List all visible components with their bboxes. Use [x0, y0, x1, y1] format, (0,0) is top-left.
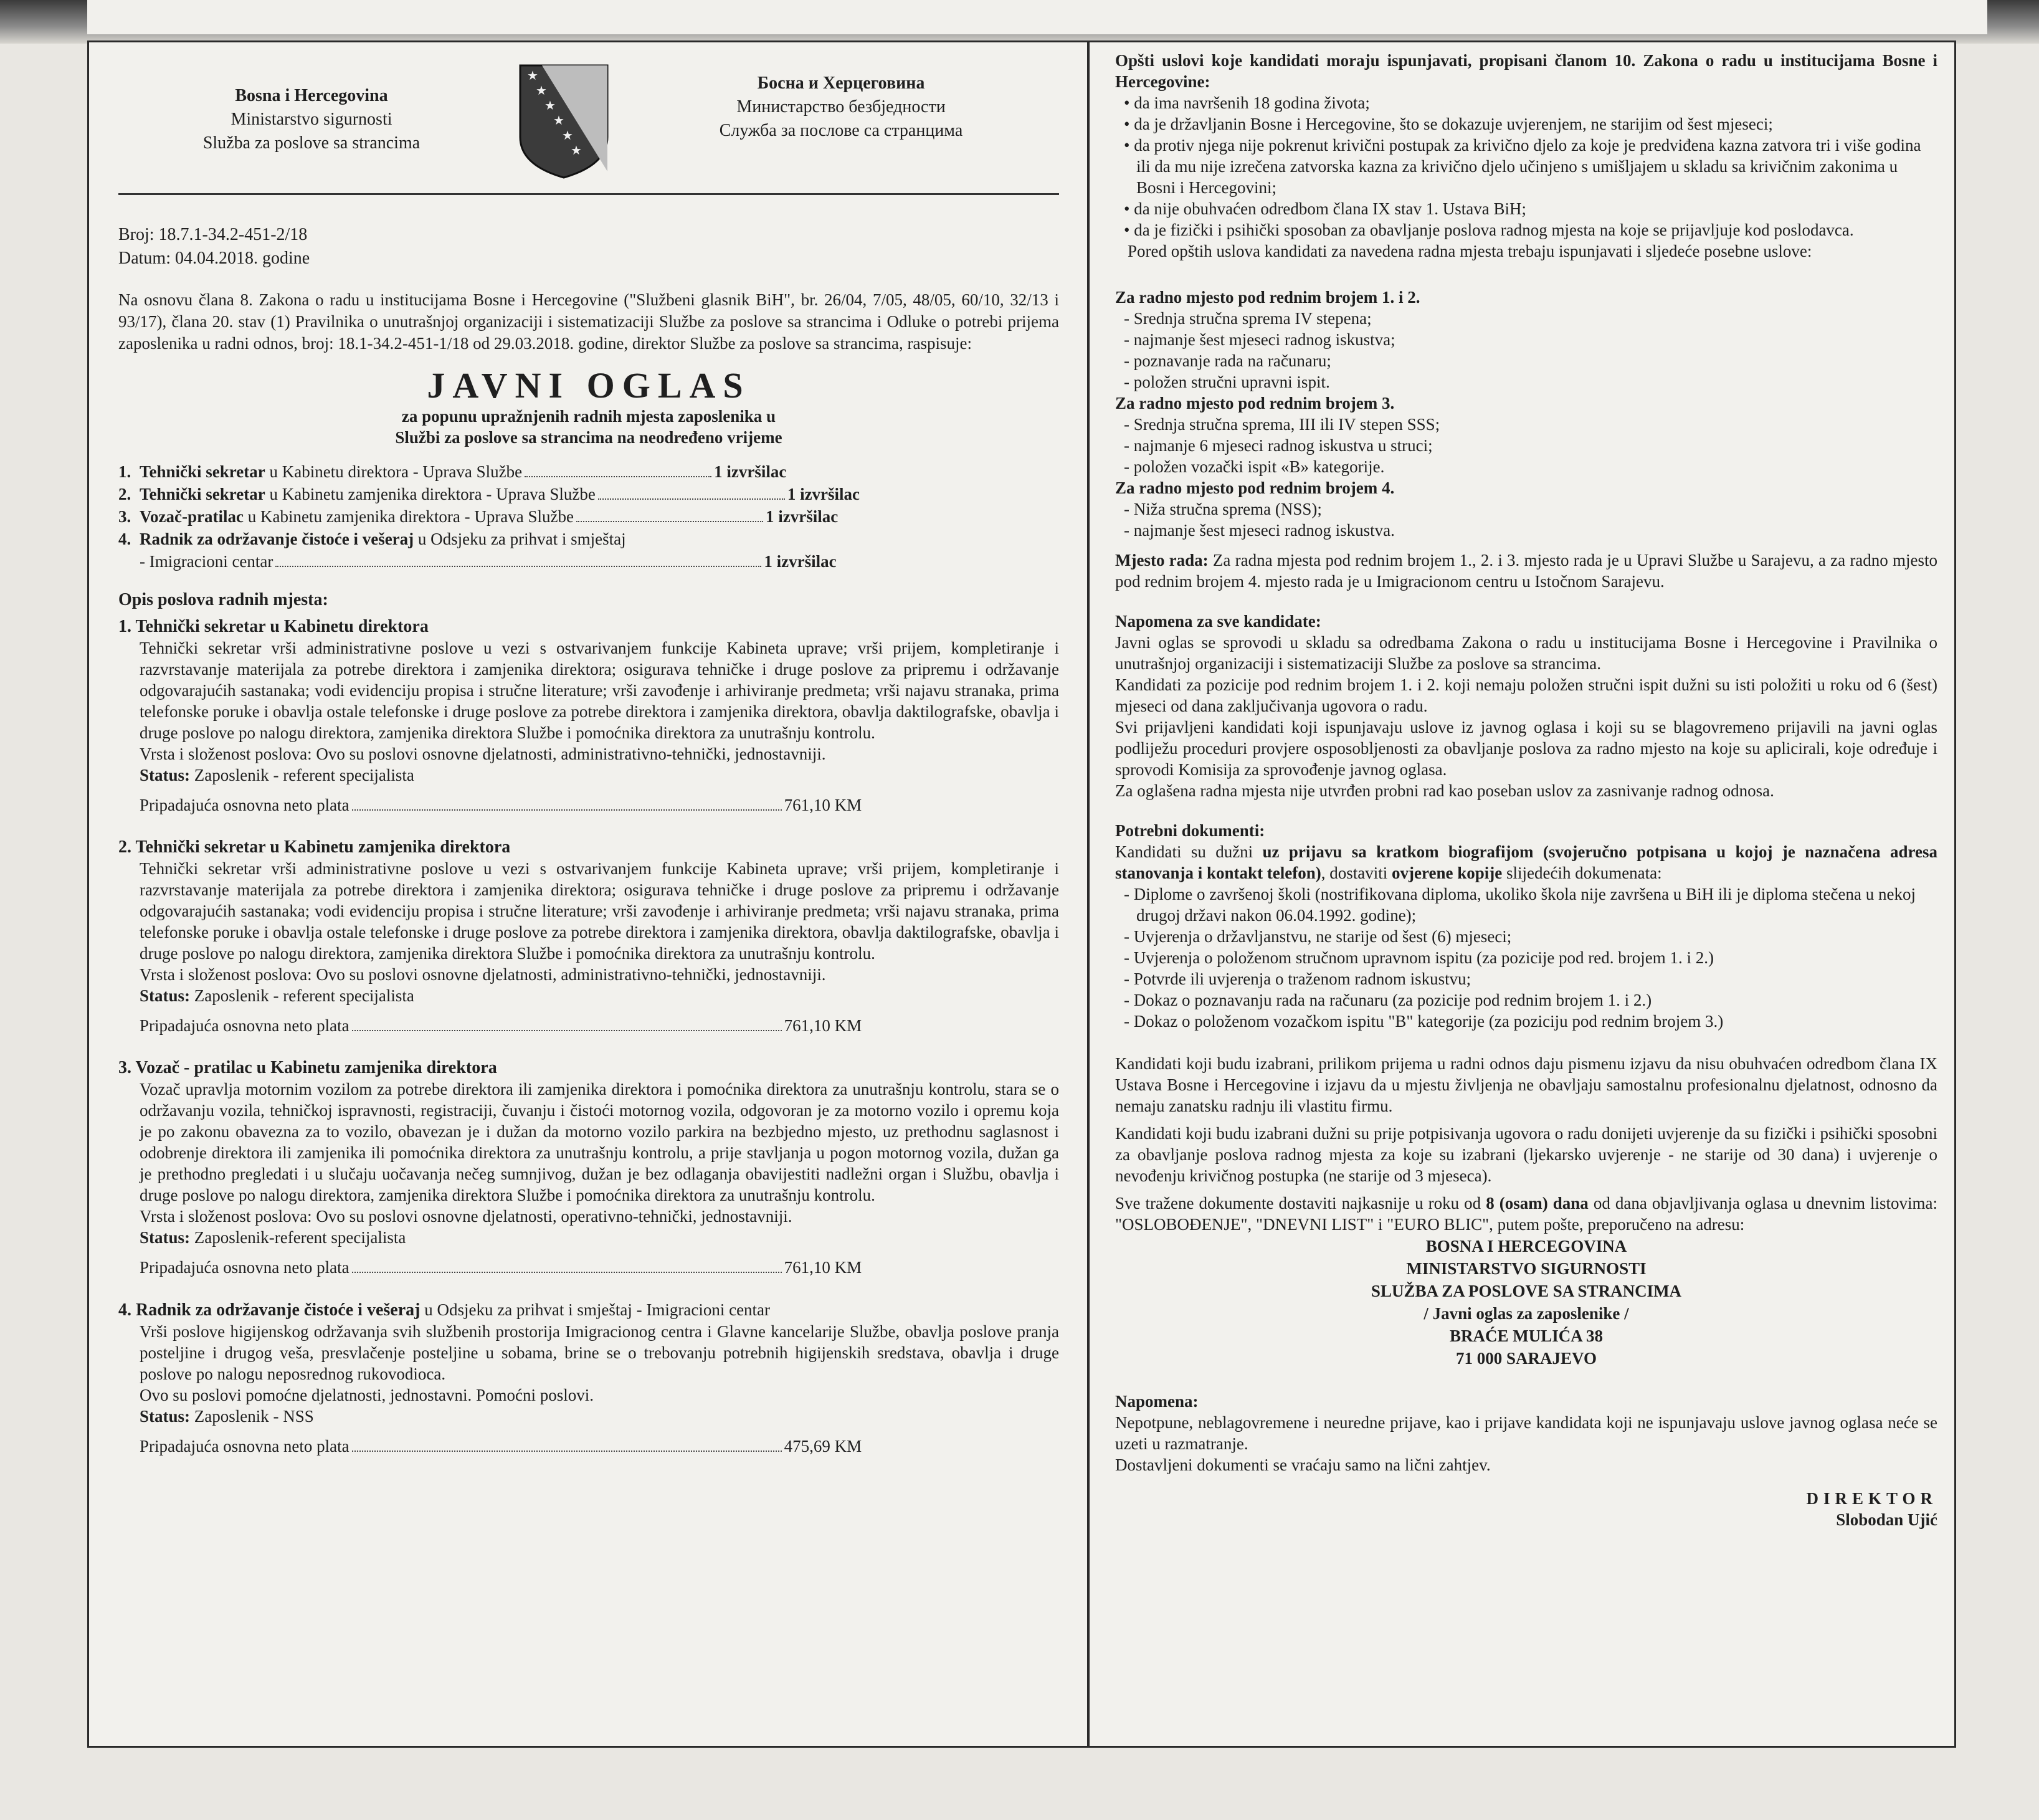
left-column [118, 59, 1059, 1457]
spacer [118, 1036, 1059, 1052]
medical-paragraph: Kandidati koji budu izabrani dužni su prije potpisivanja ugovora o radu donijeti uvjerenje da su fizički i psihički sposobni za obavljanje poslova radnog mjesta za koje su izabrani (ljekarsko uvjerenje - ne starije od 30 dana) i uvjerenje o nevođenju krivičnog postupka (ne starije od 3 mjeseca). [1115, 1124, 1937, 1185]
job-status [140, 1406, 1059, 1427]
list-item: - položen vozački ispit «B» kategorije. [1115, 456, 1937, 477]
position-text [140, 505, 574, 528]
position-unit: u Kabinetu zamjenika direktora - Uprava Službe [243, 507, 574, 526]
list-item: - Dokaz o položenom vozačkom ispitu "B" kategorije (za poziciju pod rednim brojem 3.) [1115, 1011, 1937, 1032]
document-meta [118, 223, 1059, 270]
spacer [118, 816, 1059, 832]
svg-text:★: ★ [536, 83, 547, 98]
position-number: 4. [118, 530, 131, 548]
country-latin: Bosna i Hercegovina [235, 86, 388, 105]
docs-text: Kandidati su dužni [1115, 842, 1253, 861]
position-quantity: 1 izvršilac [714, 462, 787, 481]
letterhead [118, 59, 1059, 206]
position-name: Radnik za održavanje čistoće i vešeraj [140, 530, 414, 548]
position-quantity: 1 izvršilac [766, 507, 839, 526]
deadline-text: Sve tražene dokumente dostaviti najkasnije u roku od [1115, 1194, 1486, 1213]
leader-dots [352, 809, 782, 811]
job-description [118, 616, 1059, 816]
general-conditions-after: Pored opštih uslova kandidati za navedena radna mjesta trebaju ispunjavati i sljedeće posebne uslove: [1128, 242, 1812, 260]
svg-text:★: ★ [562, 128, 573, 143]
announcement-subtitle [118, 406, 1059, 448]
position-name: Tehnički sekretar [140, 485, 265, 503]
signature-role: DIREKTOR [1806, 1489, 1937, 1508]
special-conditions-heading: Za radno mjesto pod rednim brojem 1. i 2. [1115, 288, 1420, 307]
svg-text:★: ★ [571, 143, 582, 158]
salary-value: 761,10 KM [784, 796, 862, 814]
work-location-text: Za radna mjesta pod rednim brojem 1., 2. i 3. mjesto rada je u Upravi Službe u Sarajevu, a za radno mjesto pod rednim brojem 4. mjesto rada je u Imigracionom centru u Istočnom Sarajevu. [1115, 551, 1938, 591]
right-column [1115, 50, 1937, 1530]
special-conditions-list [1115, 498, 1937, 541]
job-description [118, 837, 1059, 1036]
leader-dots [352, 1030, 782, 1031]
leader-dots [352, 1451, 782, 1452]
job-title: 1. Tehnički sekretar u Kabinetu direktora [118, 617, 429, 636]
list-item: • da nije obuhvaćen odredbom člana IX stav 1. Ustava BiH; [1115, 198, 1937, 219]
list-item: - najmanje šest mjeseci radnog iskustva; [1115, 329, 1937, 350]
job-duties: Tehnički sekretar vrši administrativne poslove u vezi s ostvarivanjem funkcije Kabineta uprave; vrši prijem, kompletiranje i razvrstavanje materijala za potrebe direktora i zamjenika direktora; osigurava tehničke i druge poslove za pripremu i održavanje odgovarajućih sastanaka; vodi evidenciju propisa i stručne literature; vrši zavođenje i arhiviranje predmeta; vrši najavu stranaka, prima telefonske poruke i obavlja ostale telefonske i druge poslove za potrebe direktora i zamjenika direktora, obavlja daktilografske, obavlja i druge poslove po nalogu direktora, zamjenika direktora Službe i pomoćnika direktora za unutrašnju kontrolu. [140, 859, 1059, 963]
job-duties: Vrši poslove higijenskog održavanja svih službenih prostorija Imigracionog centra i Glavne kancelarije Službe, obavlja poslove pranja posteljine i drugog veša, presvlačenje posteljine u sobama, brine se o trebovanju potrebnih higijenskih sredstava, obavlja i druge poslove po nalogu neposrednog rukovodioca. [140, 1322, 1059, 1383]
salary-value: 761,10 KM [784, 1258, 862, 1277]
list-item: • da protiv njega nije pokrenut krivični postupak za krivično djelo za koje je predviđena kazna zatvora tri i više godina ili da mu nije izrečena zatvorska kazna za krivično djelo učinjeno s umišljajem u skladu sa krivičnim zakonima u Bosni i Hercegovini; [1115, 135, 1937, 198]
status-label: Status: [140, 986, 191, 1005]
job-descriptions-heading: Opis poslova radnih mjesta: [118, 590, 328, 609]
status-value: Zaposlenik-referent specijalista [190, 1228, 406, 1247]
country-cyrillic: Босна и Херцеговина [757, 74, 925, 93]
intro-paragraph: Na osnovu člana 8. Zakona o radu u institucijama Bosne i Hercegovine ("Službeni glasnik BiH", br. 26/04, 7/05, 48/05, 60/10, 32/13 i 93/17), člana 20. stav (1) Pravilnika o unutrašnjoj organizaciji i sistematizaciji Službe za poslove sa strancima i Odluke o potrebi prijema zaposlenika u radni odnos, broj: 18.1-34.2-451-1/18 od 29.03.2018. godine, direktor Službe za poslove sa strancima, raspisuje: [118, 290, 1059, 353]
position-item-continued [118, 550, 1059, 573]
coat-of-arms-icon [517, 62, 611, 181]
address-line: BOSNA I HERCEGOVINA [1425, 1237, 1627, 1255]
job-salary [118, 1015, 1059, 1036]
document-date: Datum: 04.04.2018. godine [118, 249, 310, 268]
job-description [118, 1057, 1059, 1278]
note-text: Dostavljeni dokumenti se vraćaju samo na lični zahtjev. [1115, 1456, 1491, 1474]
position-item [118, 483, 1059, 505]
header-rule [118, 193, 1059, 195]
position-text [140, 483, 596, 505]
candidate-notes-heading: Napomena za sve kandidate: [1115, 612, 1321, 631]
position-number: 1. [118, 462, 131, 481]
address-line: SLUŽBA ZA POSLOVE SA STRANCIMA [1371, 1282, 1682, 1300]
status-value: Zaposlenik - NSS [190, 1407, 314, 1426]
job-complexity: Vrsta i složenost poslova: Ovo su poslovi osnovne djelatnosti, administrativno-tehnički, jednostavniji. [140, 745, 826, 763]
docs-text-bold: ovjerene kopije [1387, 864, 1503, 882]
position-item [118, 505, 1059, 528]
leader-dots [525, 476, 711, 477]
position-number: 2. [118, 485, 131, 503]
list-item: - poznavanje rada na računaru; [1115, 350, 1937, 371]
announcement-title: JAVNI OGLAS [427, 365, 751, 406]
signature-name: Slobodan Ujić [1836, 1510, 1937, 1529]
list-item: - položen stručni upravni ispit. [1115, 371, 1937, 393]
list-item: - Srednja stručna sprema, III ili IV stepen SSS; [1115, 414, 1937, 435]
positions-list [118, 460, 1059, 573]
svg-text:★: ★ [527, 68, 538, 83]
job-body [118, 637, 1059, 786]
job-title-row [118, 1299, 1059, 1321]
required-documents-intro [1115, 841, 1937, 884]
work-location-label: Mjesto rada: [1115, 551, 1209, 569]
required-documents-list [1115, 884, 1937, 1032]
address-line: / Javni oglas za zaposlenike / [1423, 1304, 1629, 1323]
job-salary [118, 794, 1059, 816]
position-text [140, 460, 522, 483]
special-conditions-heading: Za radno mjesto pod rednim brojem 4. [1115, 479, 1395, 497]
position-quantity: 1 izvršilac [764, 552, 837, 571]
job-title: 4. Radnik za održavanje čistoće i vešeraj [118, 1300, 421, 1320]
position-item [118, 460, 1059, 483]
salary-label: Pripadajuća osnovna neto plata [140, 1016, 349, 1035]
status-label: Status: [140, 1228, 191, 1247]
subtitle-line: Službi za poslove sa strancima na neodređeno vrijeme [395, 428, 782, 447]
job-title: 2. Tehnički sekretar u Kabinetu zamjenika direktora [118, 837, 511, 857]
salary-label: Pripadajuća osnovna neto plata [140, 1437, 349, 1456]
position-quantity: 1 izvršilac [787, 485, 860, 503]
address-line: 71 000 SARAJEVO [1456, 1349, 1597, 1368]
leader-dots [352, 1272, 782, 1273]
job-complexity: Ovo su poslovi pomoćne djelatnosti, jednostavni. Pomoćni poslovi. [140, 1386, 594, 1404]
position-unit: u Kabinetu direktora - Uprava Službe [265, 462, 523, 481]
list-item: • da je fizički i psihički sposoban za obavljanje poslova radnog mjesta na koje se prijavljuje kod poslodavca. [1115, 219, 1937, 241]
service-latin: Služba za poslove sa strancima [202, 133, 421, 153]
position-unit: u Odsjeku za prihvat i smještaj [414, 530, 626, 548]
list-item: - Niža stručna sprema (NSS); [1115, 498, 1937, 520]
letterhead-latin [168, 84, 455, 155]
job-status [140, 985, 1059, 1006]
list-item: - Uvjerenja o položenom stručnom upravnom ispitu (za pozicije pod red. brojem 1. i 2.) [1115, 947, 1937, 968]
address-line: BRAĆE MULIĆA 38 [1449, 1327, 1604, 1345]
candidate-note: Javni oglas se sprovodi u skladu sa odredbama Zakona o radu u institucijama Bosne i Hercegovine i Pravilnika o unutrašnjoj organizaciji i sistematizaciji Službe za poslove sa strancima. [1115, 633, 1937, 673]
general-conditions-list [1115, 92, 1937, 241]
status-value: Zaposlenik - referent specijalista [190, 986, 414, 1005]
reference-number: Broj: 18.7.1-34.2-451-2/18 [118, 225, 308, 244]
job-status [140, 1227, 1059, 1248]
candidate-note: Svi prijavljeni kandidati koji ispunjavaju uslove iz javnog oglasa i koji su se blagovremeno prijavili na javni oglas podliježu proceduri provjere osposobljenosti za obavljanje poslova za radno mjesto na koje su aplicirali, koje određuje i sprovodi Komisija za sprovođenje javnog oglasa. [1115, 718, 1937, 779]
list-item: - Srednja stručna sprema IV stepena; [1115, 308, 1937, 329]
job-title: 3. Vozač - pratilac u Kabinetu zamjenika direktora [118, 1058, 497, 1077]
service-cyrillic: Служба за послове са странцима [719, 121, 963, 140]
note-text: Nepotpune, neblagovremene i neuredne prijave, kao i prijave kandidata koji ne ispunjavaju uslove javnog oglasa neće se uzeti u razmatranje. [1115, 1413, 1937, 1453]
candidate-note: Kandidati za pozicije pod rednim brojem 1. i 2. koji nemaju položen stručni ispit dužni su isti položiti u roku od 6 (šest) mjeseci od dana zaključivanja ugovora o radu. [1115, 675, 1937, 715]
deadline-days: 8 (osam) dana [1486, 1194, 1589, 1213]
docs-text: , dostaviti [1321, 864, 1388, 882]
list-item: - Potvrde ili uvjerenja o traženom radnom iskustvu; [1115, 968, 1937, 989]
list-item: - Diplome o završenoj školi (nostrifikovana diploma, ukoliko škola nije završena u BiH ili je diploma stečena u nekoj drugoj državi nakon 06.04.1992. godine); [1115, 884, 1937, 926]
ministry-cyrillic: Министарство безбједности [736, 97, 946, 117]
list-item: • da ima navršenih 18 godina života; [1115, 92, 1937, 113]
svg-text:★: ★ [553, 113, 564, 128]
work-location [1115, 550, 1937, 592]
position-name: Tehnički sekretar [140, 462, 265, 481]
job-salary [118, 1257, 1059, 1278]
required-documents-heading: Potrebni dokumenti: [1115, 821, 1265, 840]
status-label: Status: [140, 766, 191, 784]
position-text [140, 528, 626, 550]
list-item: - Uvjerenja o državljanstvu, ne starije od šest (6) mjeseci; [1115, 926, 1937, 947]
job-salary [118, 1436, 1059, 1457]
position-unit: u Kabinetu zamjenika direktora - Uprava Službe [265, 485, 596, 503]
job-status [140, 765, 1059, 786]
signature-block [1115, 1488, 1937, 1530]
job-body [118, 858, 1059, 1006]
status-label: Status: [140, 1407, 191, 1426]
ministry-latin: Ministarstvo sigurnosti [231, 110, 392, 129]
job-body [118, 1079, 1059, 1248]
mailing-address [1115, 1235, 1937, 1370]
salary-value: 761,10 KM [784, 1016, 862, 1035]
leader-dots [576, 521, 763, 522]
leader-dots [598, 498, 785, 500]
position-item [118, 528, 1059, 550]
deadline-paragraph [1115, 1193, 1937, 1235]
letterhead-cyrillic [660, 72, 1022, 143]
docs-text: slijedećih dokumenata: [1502, 864, 1662, 882]
general-conditions-heading: Opšti uslovi koje kandidati moraju ispunjavati, propisani članom 10. Zakona o radu u institucijama Bosne i Hercegovine: [1115, 51, 1937, 91]
job-body [118, 1321, 1059, 1427]
leader-dots [275, 566, 761, 567]
position-unit-continued: - Imigracioni centar [140, 552, 273, 571]
job-title-unit: u Odsjeku za prihvat i smještaj - Imigracioni centar [420, 1300, 771, 1319]
column-divider [1087, 40, 1090, 1748]
job-complexity: Vrsta i složenost poslova: Ovo su poslovi osnovne djelatnosti, operativno-tehnički, jednostavniji. [140, 1207, 792, 1226]
spacer [118, 1278, 1059, 1294]
salary-label: Pripadajuća osnovna neto plata [140, 1258, 349, 1277]
list-item: - najmanje 6 mjeseci radnog iskustva u struci; [1115, 435, 1937, 456]
address-line: MINISTARSTVO SIGURNOSTI [1406, 1259, 1647, 1278]
position-name: Vozač-pratilac [140, 507, 244, 526]
job-complexity: Vrsta i složenost poslova: Ovo su poslovi osnovne djelatnosti, administrativno-tehnički, jednostavniji. [140, 965, 826, 984]
status-value: Zaposlenik - referent specijalista [190, 766, 414, 784]
subtitle-line: za popunu upražnjenih radnih mjesta zaposlenika u [401, 407, 776, 426]
special-conditions-heading: Za radno mjesto pod rednim brojem 3. [1115, 394, 1395, 412]
previous-page-edge [87, 0, 1987, 34]
docs-text-bold: uz prijavu sa kratkom biografijom (svojeručno potpisana u kojoj je naznačena adresa stanovanja i kontakt telefon) [1115, 842, 1937, 882]
salary-value: 475,69 KM [784, 1437, 862, 1456]
deadline-text: od dana objavljivanja oglasa u dnevnim listovima: "OSLOBOĐENJE", "DNEVNI LIST" i "EURO BLIC", putem pošte, preporučeno na adresu: [1115, 1194, 1938, 1234]
list-item: - najmanje šest mjeseci radnog iskustva. [1115, 520, 1937, 541]
candidate-note: Za oglašena radna mjesta nije utvrđen probni rad kao poseban uslov za zasnivanje radnog odnosa. [1115, 781, 1774, 800]
job-duties: Tehnički sekretar vrši administrativne poslove u vezi s ostvarivanjem funkcije Kabineta uprave; vrši prijem, kompletiranje i razvrstavanje materijala za potrebe direktora i zamjenika direktora; osigurava tehničke i druge poslove za pripremu i održavanje odgovarajućih sastanaka; vodi evidenciju propisa i stručne literature; vrši zavođenje i arhiviranje predmeta; vrši najavu stranaka, prima telefonske poruke i obavlja ostale telefonske i druge poslove za potrebe direktora i zamjenika direktora, obavlja daktilografske, obavlja i druge poslove po nalogu direktora, zamjenika direktora Službe i pomoćnika direktora za unutrašnju kontrolu. [140, 639, 1059, 742]
job-duties: Vozač upravlja motornim vozilom za potrebe direktora ili zamjenika direktora i pomoćnika direktora za unutrašnju kontrolu, stara se o održavanju vozila, tehničkoj ispravnosti, registraciji, čuvanju i čistoći motornog vozila, odgovoran je za motorno vozilo i opremu koja je po zakonu obavezna za to vozilo, obavezan je i dužan da motorno vozilo parkira na bezbjedno mjesto, uz prethodnu saglasnost i odobrenje direktora ili zamjenika ili pomoćnika direktora za unutrašnju kontrolu, a prije stavljanja u pogon motornog vozila, dužan ga je prethodno pregledati i u slučaju uočavanja nečeg sumnjivog, dužan je bez odlaganja obavijestiti nadležni organ i Službu, obavlja i druge poslove po nalogu direktora, zamjenika direktora Službe i pomoćnika direktora za unutrašnju kontrolu. [140, 1080, 1059, 1204]
special-conditions-list [1115, 308, 1937, 393]
special-conditions-list [1115, 414, 1937, 477]
position-number: 3. [118, 507, 131, 526]
svg-text:★: ★ [544, 98, 556, 113]
note-heading: Napomena: [1115, 1392, 1199, 1411]
list-item: - Dokaz o poznavanju rada na računaru (za pozicije pod rednim brojem 1. i 2.) [1115, 989, 1937, 1011]
list-item: • da je državljanin Bosne i Hercegovine, što se dokazuje uvjerenjem, ne starijim od šest mjeseci; [1115, 113, 1937, 135]
statement-paragraph: Kandidati koji budu izabrani, prilikom prijema u radni odnos daju pismenu izjavu da nisu obuhvaćen odredbom člana IX Ustava Bosne i Hercegovine i izjavu da u mjestu življenja ne obavljaju samostalnu profesionalnu djelatnost, odnosno da nemaju zanatsku radnju ili vlastitu firmu. [1115, 1054, 1937, 1115]
job-description [118, 1299, 1059, 1457]
salary-label: Pripadajuća osnovna neto plata [140, 796, 349, 814]
